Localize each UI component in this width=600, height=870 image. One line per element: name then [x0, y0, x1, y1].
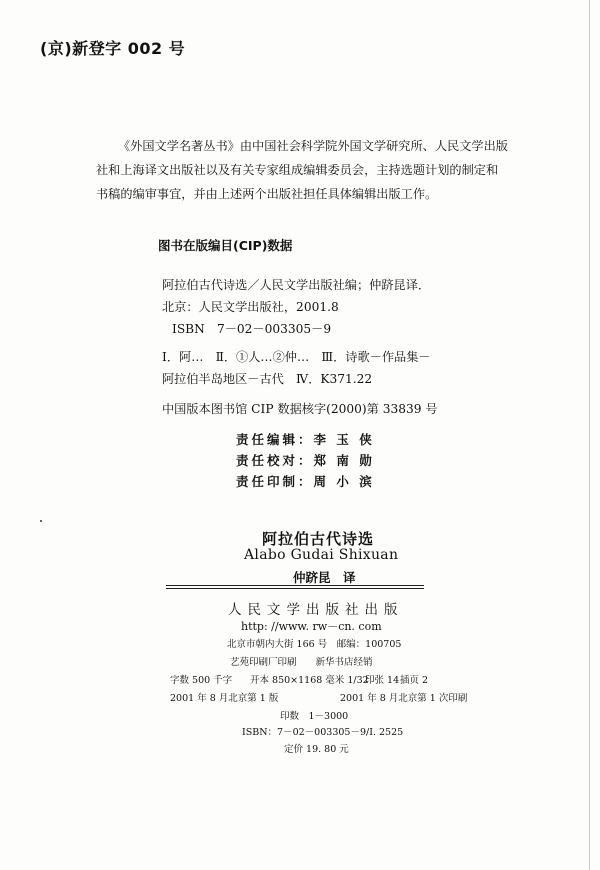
isbn-number: ISBN：7－02－003305－9/I. 2525 — [242, 727, 404, 738]
translator: 仲跻昆 译 — [293, 570, 356, 585]
printer-distributor: 艺苑印刷厂印刷 新华书店经销 — [230, 657, 373, 668]
cip-line-title-author: 阿拉伯古代诗选／人民文学出版社编；仲跻昆译． — [162, 278, 431, 292]
divider-rule-bottom — [166, 588, 424, 589]
spec-sheets: 印张 14 — [365, 675, 400, 686]
print-run: 印数 1－3000 — [280, 711, 349, 722]
scan-edge-line — [589, 0, 590, 870]
book-title: 阿拉伯古代诗选 — [262, 530, 375, 548]
cip-line-isbn: ISBN 7－02－003305－9 — [172, 322, 332, 336]
scan-speck — [40, 520, 42, 522]
spec-word-count: 字数 500 千字 — [170, 675, 233, 686]
publisher-url: http: //www. rw－cn. com — [241, 620, 382, 633]
cip-line-publication: 北京：人民文学出版社，2001.8 — [162, 300, 339, 314]
spec-plates: 插页 2 — [400, 675, 429, 686]
price: 定价 19. 80 元 — [284, 744, 349, 755]
printing-info: 2001 年 8 月北京第 1 次印刷 — [340, 693, 468, 704]
book-title-pinyin: Alabo Gudai Shixuan — [244, 547, 399, 563]
series-description — [96, 134, 551, 206]
cip-line-subjects: Ⅰ．阿… Ⅱ．①人…②仲… Ⅲ．诗歌－作品集－ — [162, 350, 431, 364]
description-line-2: 社和上海译文出版社以及有关专家组成编辑委员会，主持选题计划的制定和 — [96, 163, 499, 177]
credit-print-supervisor: 责任印制：周 小 滨 — [236, 474, 375, 489]
credit-proofreader: 责任校对：郑 南 勋 — [236, 453, 375, 468]
description-line-1: 《外国文学名著丛书》由中国社会科学院外国文学研究所、人民文学出版 — [118, 139, 508, 153]
cip-line-record-number: 中国版本图书馆 CIP 数据核字(2000)第 33839 号 — [162, 402, 438, 416]
divider-rule-top — [166, 585, 424, 586]
cip-title: 图书在版编目(CIP)数据 — [158, 238, 293, 253]
edition-info: 2001 年 8 月北京第 1 版 — [170, 693, 279, 704]
credit-editor: 责任编辑：李 玉 侠 — [236, 432, 375, 447]
cip-line-classification: 阿拉伯半岛地区－古代 Ⅳ．K371.22 — [162, 372, 373, 386]
description-line-3: 书稿的编审事宜，并由上述两个出版社担任具体编辑出版工作。 — [96, 187, 438, 201]
publisher-line: 人民文学出版社出版 — [228, 602, 404, 618]
registration-number: (京)新登字 002 号 — [40, 39, 186, 58]
spec-format: 开本 850×1168 毫米 1/32 — [250, 675, 369, 686]
publisher-address: 北京市朝内大街 166 号 邮编：100705 — [227, 639, 402, 650]
